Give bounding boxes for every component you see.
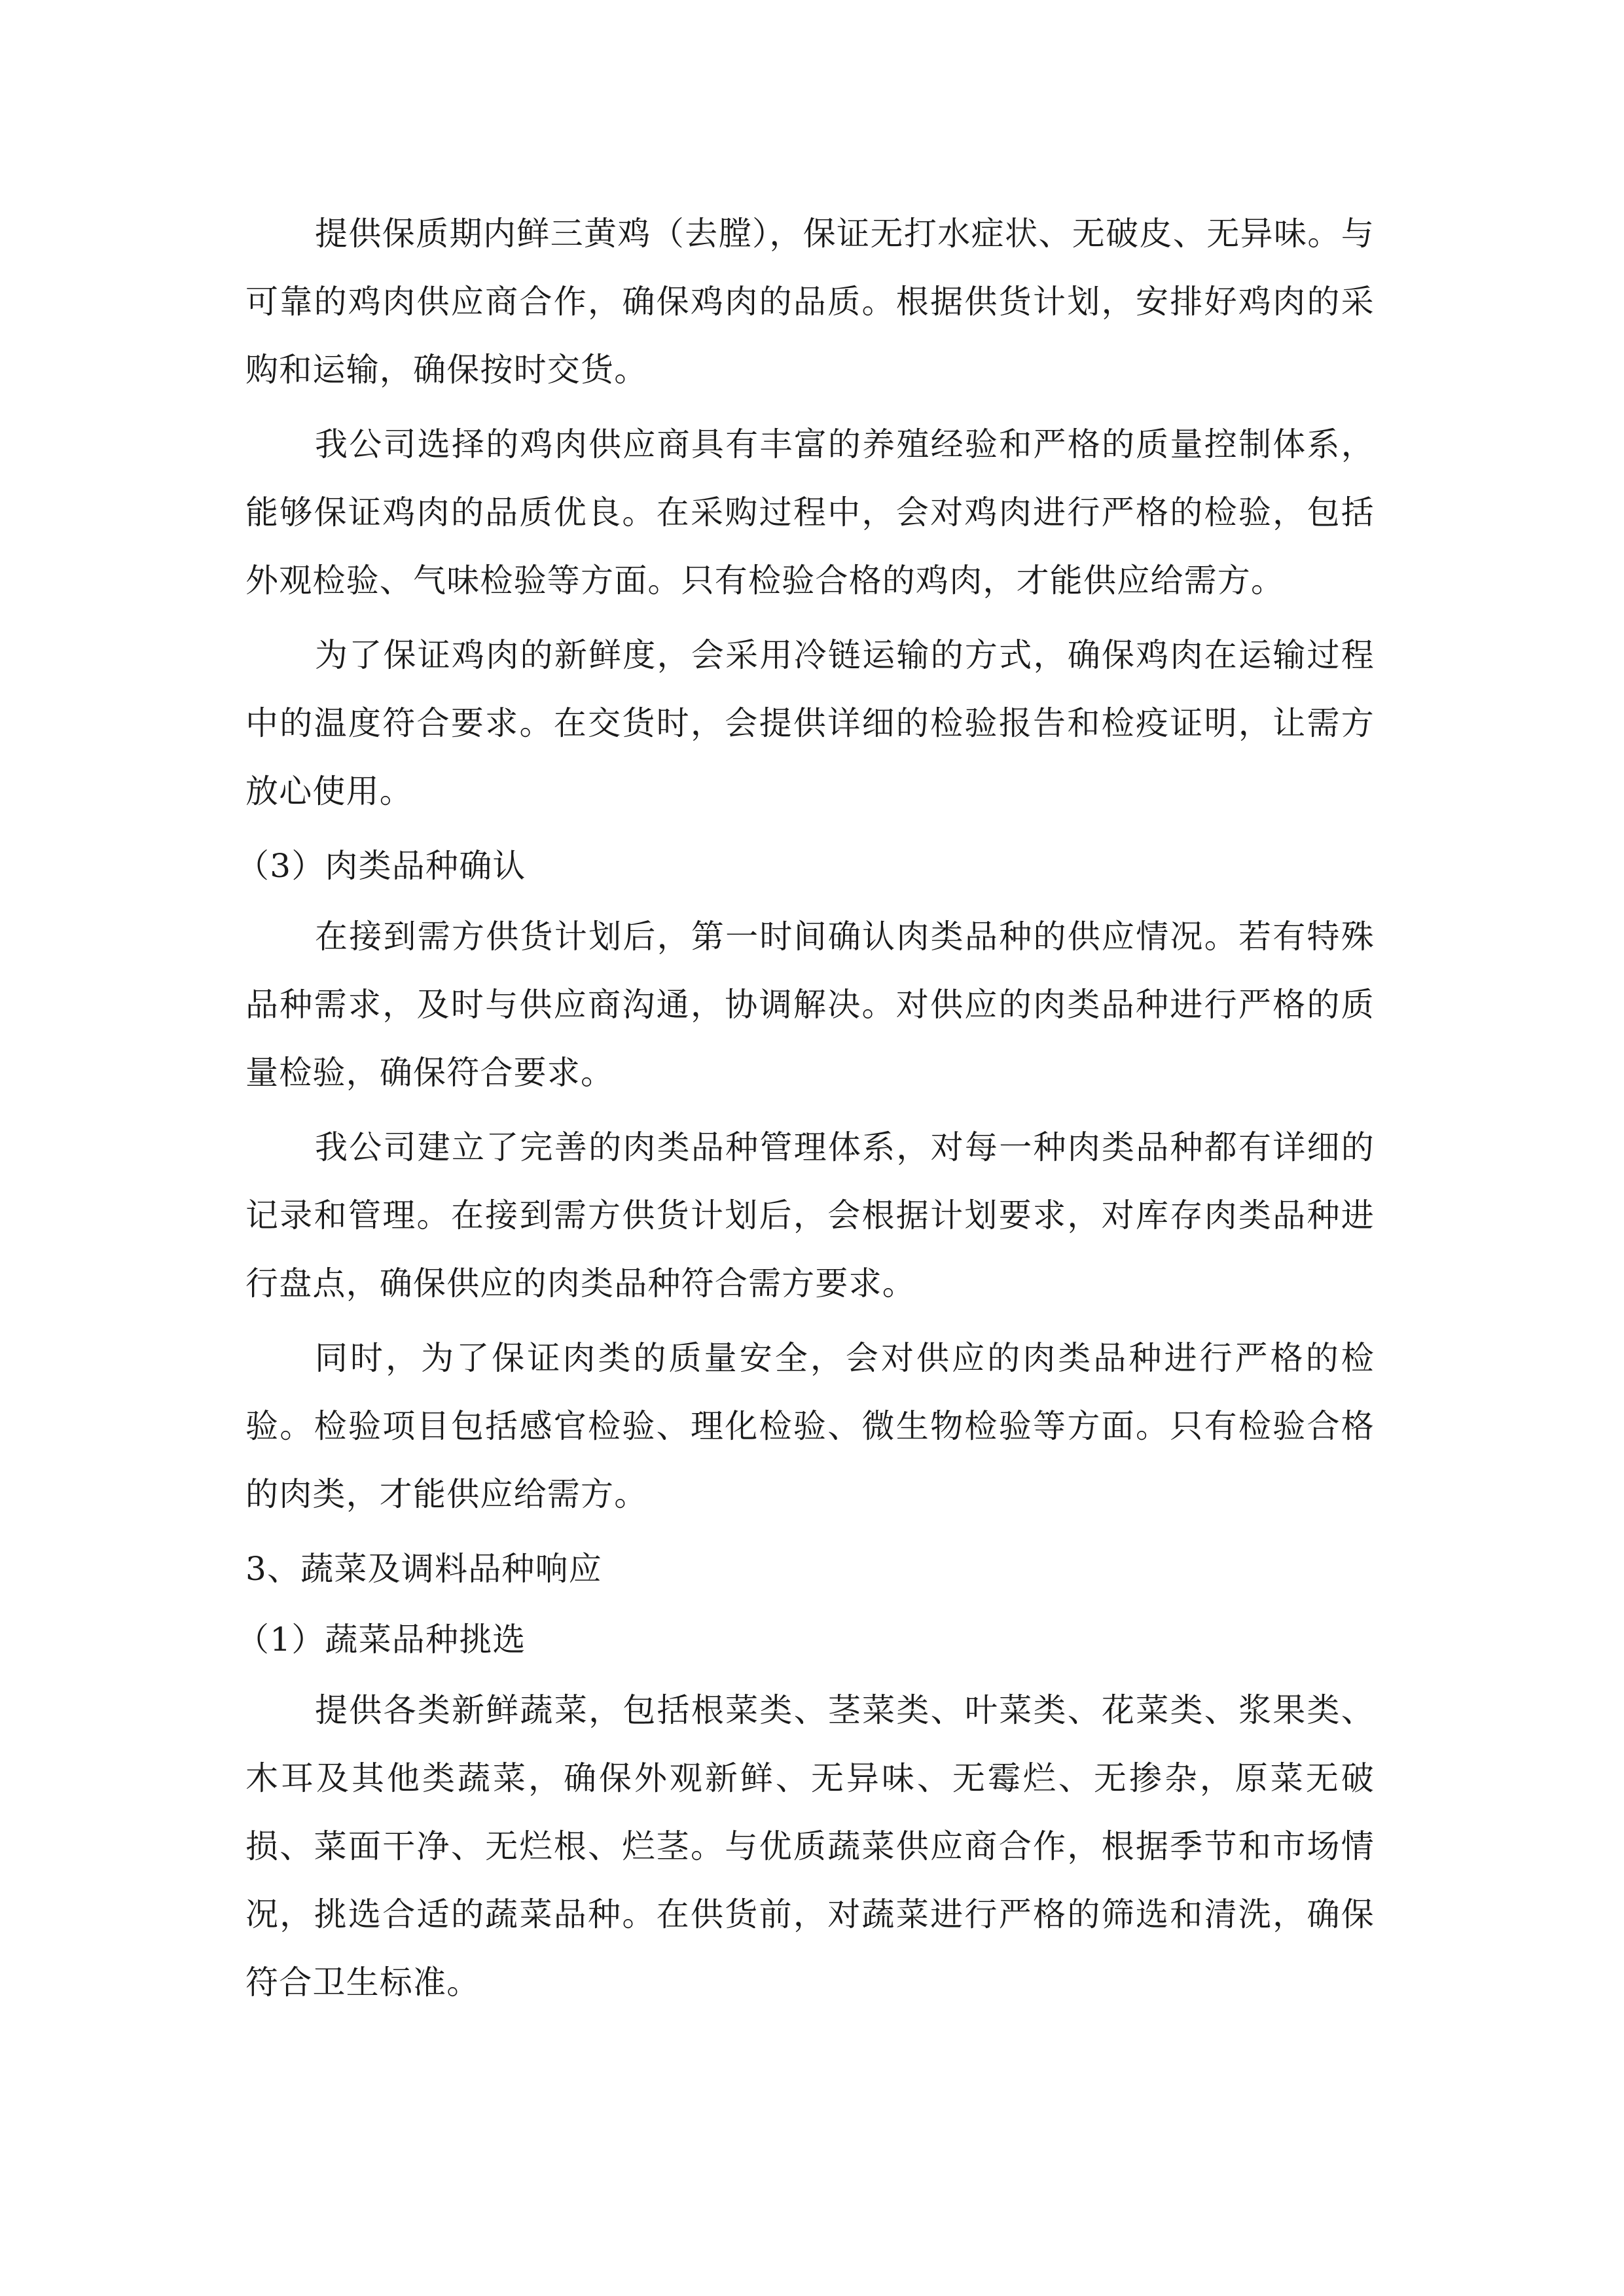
section-heading-vegetables: 3、蔬菜及调料品种响应	[245, 1550, 603, 1588]
paragraph-chicken-supply: 提供保质期内鲜三黄鸡（去膛），保证无打水症状、无破皮、无异味。与可靠的鸡肉供应商合作，确保鸡肉的品质。根据供货计划，安排好鸡肉的采购和运输，确保按时交货。	[245, 215, 1375, 389]
section-heading-vegetable-selection: （1）蔬菜品种挑选	[236, 1621, 526, 1659]
paragraph-meat-management: 我公司建立了完善的肉类品种管理体系，对每一种肉类品种都有详细的记录和管理。在接到需方供货计划后，会根据计划要求，对库存肉类品种进行盘点，确保供应的肉类品种符合需方要求。	[245, 1128, 1375, 1302]
document-body	[236, 200, 1375, 2023]
paragraph-meat-confirmation: 在接到需方供货计划后，第一时间确认肉类品种的供应情况。若有特殊品种需求，及时与供应商沟通，协调解决。对供应的肉类品种进行严格的质量检验，确保符合要求。	[245, 918, 1375, 1092]
paragraph-vegetable-selection: 提供各类新鲜蔬菜，包括根菜类、茎菜类、叶菜类、花菜类、浆果类、木耳及其他类蔬菜，确保外观新鲜、无异味、无霉烂、无掺杂，原菜无破损、菜面干净、无烂根、烂茎。与优质蔬菜供应商合作，根据季节和市场情况，挑选合适的蔬菜品种。在供货前，对蔬菜进行严格的筛选和清洗，确保符合卫生标准。	[245, 1691, 1375, 2001]
section-heading-meat-confirmation: （3）肉类品种确认	[236, 847, 526, 885]
paragraph-meat-inspection: 同时，为了保证肉类的质量安全，会对供应的肉类品种进行严格的检验。检验项目包括感官检验、理化检验、微生物检验等方面。只有检验合格的肉类，才能供应给需方。	[245, 1339, 1375, 1513]
paragraph-chicken-supplier: 我公司选择的鸡肉供应商具有丰富的养殖经验和严格的质量控制体系，能够保证鸡肉的品质优良。在采购过程中，会对鸡肉进行严格的检验，包括外观检验、气味检验等方面。只有检验合格的鸡肉，才能供应给需方。	[245, 425, 1375, 600]
paragraph-cold-chain: 为了保证鸡肉的新鲜度，会采用冷链运输的方式，确保鸡肉在运输过程中的温度符合要求。在交货时，会提供详细的检验报告和检疫证明，让需方放心使用。	[245, 636, 1375, 810]
